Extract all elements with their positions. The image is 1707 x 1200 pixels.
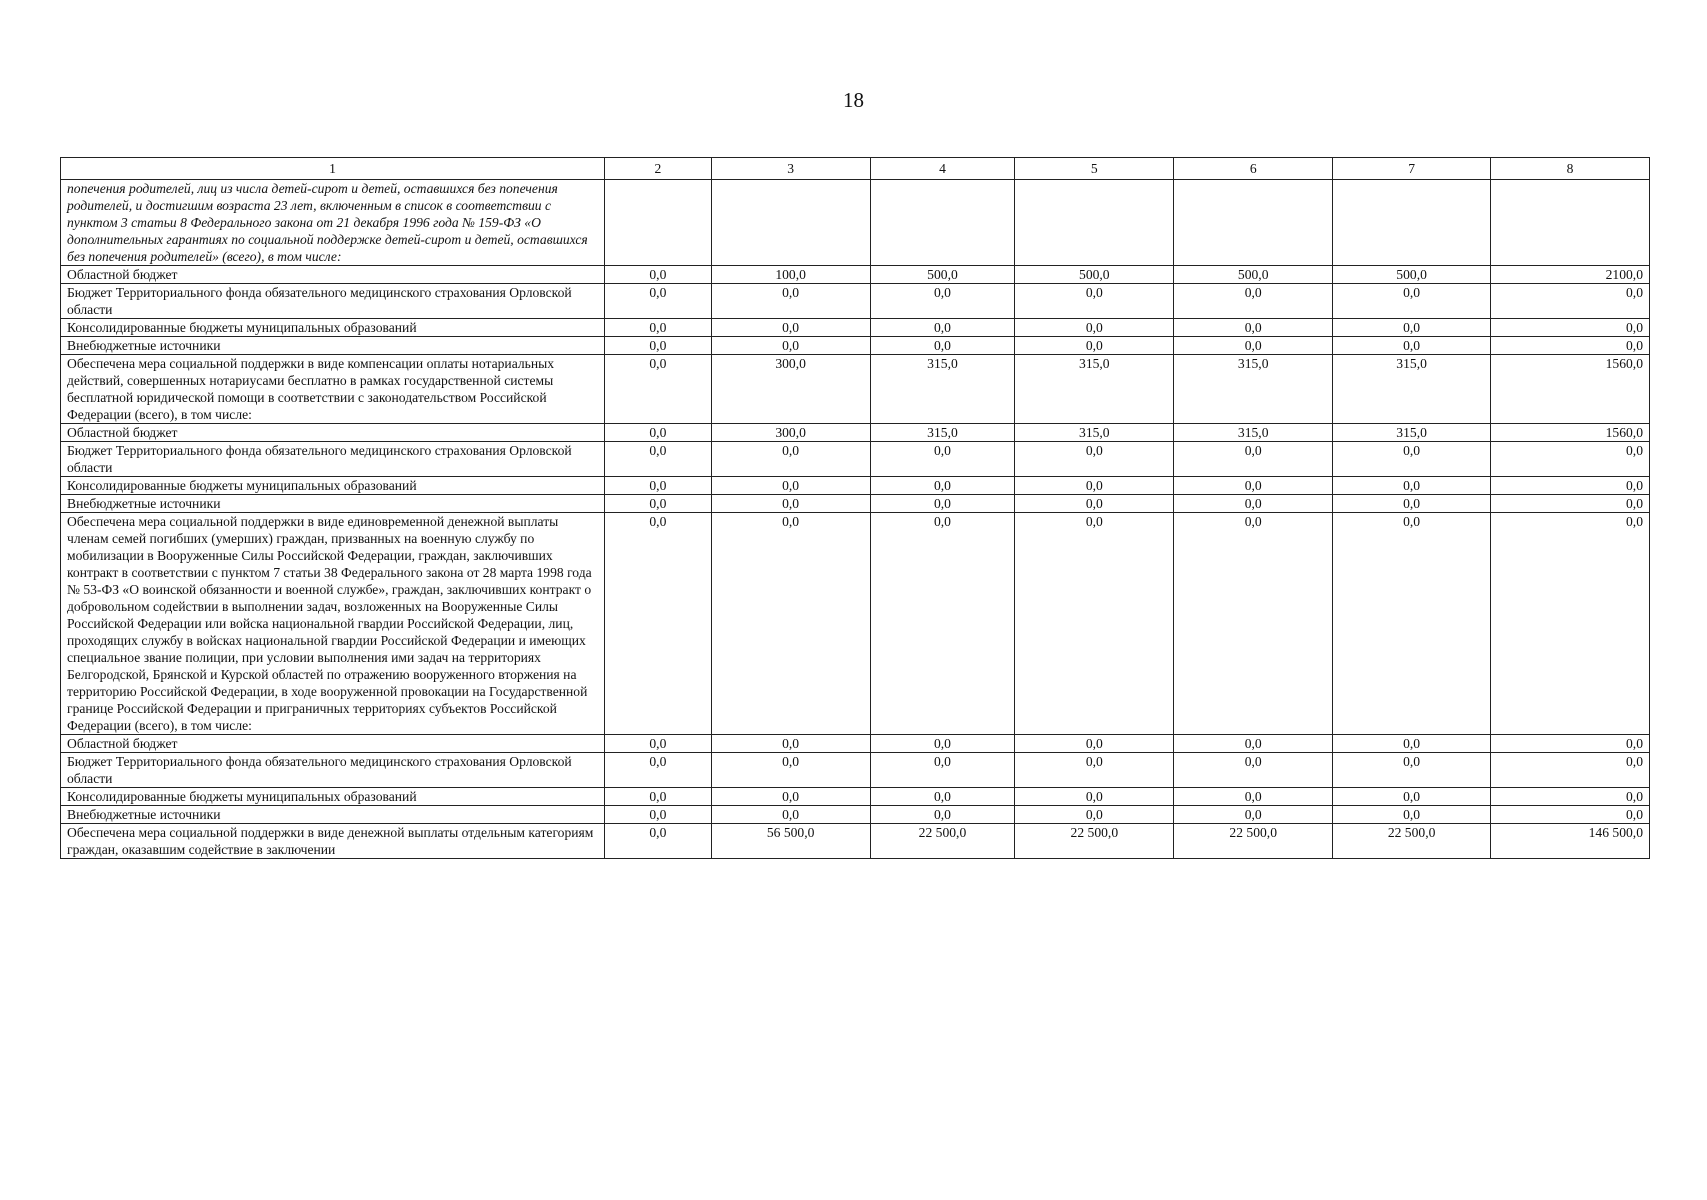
cell-value: 0,0 bbox=[1015, 495, 1174, 513]
cell-value: 500,0 bbox=[1015, 266, 1174, 284]
cell-value: 0,0 bbox=[711, 284, 870, 319]
column-header: 3 bbox=[711, 158, 870, 180]
table-row bbox=[61, 735, 1650, 753]
cell-value: 0,0 bbox=[711, 753, 870, 788]
cell-value: 315,0 bbox=[1174, 355, 1333, 424]
cell-value: 0,0 bbox=[1174, 495, 1333, 513]
cell-value: 315,0 bbox=[1015, 355, 1174, 424]
table-row bbox=[61, 266, 1650, 284]
row-label: Областной бюджет bbox=[61, 424, 605, 442]
cell-value: 0,0 bbox=[1333, 788, 1491, 806]
cell-value: 0,0 bbox=[605, 355, 712, 424]
cell-value: 315,0 bbox=[870, 424, 1015, 442]
cell-value: 0,0 bbox=[711, 806, 870, 824]
column-header: 1 bbox=[61, 158, 605, 180]
table-row bbox=[61, 319, 1650, 337]
budget-table bbox=[60, 157, 1650, 859]
cell-value: 0,0 bbox=[870, 337, 1015, 355]
column-number-row bbox=[61, 158, 1650, 180]
cell-value: 0,0 bbox=[605, 337, 712, 355]
table-row bbox=[61, 180, 1650, 266]
table-row bbox=[61, 788, 1650, 806]
table-row bbox=[61, 824, 1650, 859]
cell-value: 0,0 bbox=[1174, 735, 1333, 753]
cell-value: 0,0 bbox=[1333, 442, 1491, 477]
row-label: Обеспечена мера социальной поддержки в виде единовременной денежной выплаты членам семей погибших (умерших) граждан, призванных на военную службу по мобилизации в Вооруженные Силы Российской Федерации, граждан, заключивших контракт в соответствии с пунктом 7 статьи 38 Федерального закона от 28 марта 1998 года № 53-ФЗ «О воинской обязанности и военной службе», граждан, заключивших контракт о добровольном содействии в выполнении задач, возложенных на Вооруженные Силы Российской Федерации или войска национальной гвардии Российской Федерации, лиц, проходящих службу в войсках национальной гвардии Российской Федерации и имеющих специальное звание полиции, при условии выполнения ими задач на территориях Белгородской, Брянской и Курской областей по отражению вооруженного вторжения на территорию Российской Федерации, в ходе вооруженной провокации на Государственной границе Российской Федерации и приграничных территориях субъектов Российской Федерации (всего), в том числе: bbox=[61, 513, 605, 735]
row-label: Внебюджетные источники bbox=[61, 495, 605, 513]
cell-value: 146 500,0 bbox=[1491, 824, 1650, 859]
cell-value: 300,0 bbox=[711, 424, 870, 442]
cell-value: 315,0 bbox=[1174, 424, 1333, 442]
row-label: Областной бюджет bbox=[61, 735, 605, 753]
cell-value: 0,0 bbox=[1015, 753, 1174, 788]
cell-value: 500,0 bbox=[1174, 266, 1333, 284]
cell-value: 0,0 bbox=[1491, 477, 1650, 495]
cell-value: 0,0 bbox=[1015, 442, 1174, 477]
row-label: Обеспечена мера социальной поддержки в виде компенсации оплаты нотариальных действий, совершенных нотариусами бесплатно в рамках государственной системы бесплатной юридической помощи в соответствии с законодательством Российской Федерации (всего), в том числе: bbox=[61, 355, 605, 424]
cell-value: 100,0 bbox=[711, 266, 870, 284]
cell-value: 0,0 bbox=[1333, 753, 1491, 788]
row-label: Консолидированные бюджеты муниципальных образований bbox=[61, 788, 605, 806]
cell-value: 0,0 bbox=[711, 735, 870, 753]
cell-value: 0,0 bbox=[870, 319, 1015, 337]
cell-value: 0,0 bbox=[1174, 513, 1333, 735]
cell-value: 0,0 bbox=[1491, 806, 1650, 824]
cell-value: 0,0 bbox=[870, 477, 1015, 495]
cell-value: 0,0 bbox=[1333, 319, 1491, 337]
cell-value: 0,0 bbox=[1491, 284, 1650, 319]
table-row bbox=[61, 495, 1650, 513]
row-label: Внебюджетные источники bbox=[61, 337, 605, 355]
cell-value: 0,0 bbox=[1015, 788, 1174, 806]
table-row bbox=[61, 284, 1650, 319]
cell-value bbox=[1015, 180, 1174, 266]
cell-value: 0,0 bbox=[870, 513, 1015, 735]
table-row bbox=[61, 513, 1650, 735]
cell-value: 0,0 bbox=[711, 513, 870, 735]
cell-value: 0,0 bbox=[1015, 337, 1174, 355]
table-row bbox=[61, 355, 1650, 424]
cell-value: 0,0 bbox=[1015, 735, 1174, 753]
cell-value: 0,0 bbox=[1491, 495, 1650, 513]
cell-value: 0,0 bbox=[711, 788, 870, 806]
cell-value: 0,0 bbox=[605, 477, 712, 495]
table-row bbox=[61, 477, 1650, 495]
column-header: 5 bbox=[1015, 158, 1174, 180]
cell-value: 500,0 bbox=[870, 266, 1015, 284]
cell-value: 0,0 bbox=[605, 753, 712, 788]
column-header: 6 bbox=[1174, 158, 1333, 180]
cell-value: 315,0 bbox=[1015, 424, 1174, 442]
cell-value bbox=[711, 180, 870, 266]
cell-value: 0,0 bbox=[1491, 753, 1650, 788]
cell-value: 0,0 bbox=[870, 495, 1015, 513]
cell-value: 0,0 bbox=[605, 424, 712, 442]
cell-value: 0,0 bbox=[1333, 806, 1491, 824]
cell-value: 0,0 bbox=[605, 319, 712, 337]
cell-value: 315,0 bbox=[870, 355, 1015, 424]
cell-value: 0,0 bbox=[711, 319, 870, 337]
cell-value: 300,0 bbox=[711, 355, 870, 424]
cell-value: 0,0 bbox=[1174, 477, 1333, 495]
cell-value: 0,0 bbox=[1333, 513, 1491, 735]
cell-value: 22 500,0 bbox=[1333, 824, 1491, 859]
row-label: Бюджет Территориального фонда обязательного медицинского страхования Орловской области bbox=[61, 284, 605, 319]
cell-value: 0,0 bbox=[1333, 284, 1491, 319]
cell-value: 0,0 bbox=[1333, 495, 1491, 513]
cell-value: 0,0 bbox=[1491, 735, 1650, 753]
table-row bbox=[61, 753, 1650, 788]
table-row bbox=[61, 424, 1650, 442]
cell-value: 22 500,0 bbox=[1174, 824, 1333, 859]
cell-value: 0,0 bbox=[870, 442, 1015, 477]
table-body bbox=[61, 180, 1650, 859]
row-label: попечения родителей, лиц из числа детей-сирот и детей, оставшихся без попечения родителей, и достигшим возраста 23 лет, включенным в список в соответствии с пунктом 3 статьи 8 Федерального закона от 21 декабря 1996 года № 159-ФЗ «О дополнительных гарантиях по социальной поддержке детей-сирот и детей, оставшихся без попечения родителей» (всего), в том числе: bbox=[61, 180, 605, 266]
cell-value: 0,0 bbox=[1174, 806, 1333, 824]
row-label: Бюджет Территориального фонда обязательного медицинского страхования Орловской области bbox=[61, 442, 605, 477]
cell-value: 0,0 bbox=[1174, 337, 1333, 355]
cell-value: 0,0 bbox=[605, 806, 712, 824]
column-header: 8 bbox=[1491, 158, 1650, 180]
cell-value: 0,0 bbox=[711, 442, 870, 477]
cell-value: 0,0 bbox=[1174, 788, 1333, 806]
cell-value: 1560,0 bbox=[1491, 355, 1650, 424]
column-header: 2 bbox=[605, 158, 712, 180]
cell-value: 1560,0 bbox=[1491, 424, 1650, 442]
cell-value: 0,0 bbox=[1333, 735, 1491, 753]
cell-value: 0,0 bbox=[1174, 753, 1333, 788]
row-label: Консолидированные бюджеты муниципальных образований bbox=[61, 477, 605, 495]
cell-value: 0,0 bbox=[1491, 319, 1650, 337]
table-row bbox=[61, 337, 1650, 355]
cell-value bbox=[870, 180, 1015, 266]
cell-value: 2100,0 bbox=[1491, 266, 1650, 284]
cell-value: 0,0 bbox=[605, 735, 712, 753]
cell-value: 22 500,0 bbox=[870, 824, 1015, 859]
cell-value: 0,0 bbox=[605, 824, 712, 859]
page-number: 18 bbox=[843, 88, 864, 112]
cell-value: 0,0 bbox=[605, 284, 712, 319]
cell-value: 0,0 bbox=[1174, 442, 1333, 477]
cell-value: 0,0 bbox=[1333, 477, 1491, 495]
cell-value: 0,0 bbox=[1015, 284, 1174, 319]
cell-value: 0,0 bbox=[870, 788, 1015, 806]
cell-value: 56 500,0 bbox=[711, 824, 870, 859]
cell-value bbox=[1491, 180, 1650, 266]
column-header: 4 bbox=[870, 158, 1015, 180]
cell-value: 0,0 bbox=[1015, 319, 1174, 337]
cell-value: 0,0 bbox=[605, 513, 712, 735]
cell-value: 0,0 bbox=[1174, 319, 1333, 337]
row-label: Внебюджетные источники bbox=[61, 806, 605, 824]
cell-value: 0,0 bbox=[1015, 477, 1174, 495]
cell-value bbox=[1174, 180, 1333, 266]
cell-value: 0,0 bbox=[711, 495, 870, 513]
cell-value: 0,0 bbox=[870, 806, 1015, 824]
cell-value: 0,0 bbox=[870, 753, 1015, 788]
cell-value: 315,0 bbox=[1333, 355, 1491, 424]
row-label: Областной бюджет bbox=[61, 266, 605, 284]
cell-value: 0,0 bbox=[605, 266, 712, 284]
cell-value: 0,0 bbox=[711, 337, 870, 355]
cell-value: 0,0 bbox=[605, 788, 712, 806]
table-row bbox=[61, 442, 1650, 477]
cell-value: 0,0 bbox=[1015, 806, 1174, 824]
cell-value: 0,0 bbox=[870, 735, 1015, 753]
cell-value: 22 500,0 bbox=[1015, 824, 1174, 859]
cell-value: 315,0 bbox=[1333, 424, 1491, 442]
cell-value: 500,0 bbox=[1333, 266, 1491, 284]
cell-value: 0,0 bbox=[1015, 513, 1174, 735]
row-label: Бюджет Территориального фонда обязательного медицинского страхования Орловской области bbox=[61, 753, 605, 788]
row-label: Обеспечена мера социальной поддержки в виде денежной выплаты отдельным категориям граждан, оказавшим содействие в заключении bbox=[61, 824, 605, 859]
cell-value: 0,0 bbox=[605, 442, 712, 477]
row-label: Консолидированные бюджеты муниципальных образований bbox=[61, 319, 605, 337]
table-row bbox=[61, 806, 1650, 824]
cell-value bbox=[1333, 180, 1491, 266]
cell-value: 0,0 bbox=[1174, 284, 1333, 319]
cell-value: 0,0 bbox=[1491, 788, 1650, 806]
cell-value: 0,0 bbox=[1491, 513, 1650, 735]
column-header: 7 bbox=[1333, 158, 1491, 180]
cell-value: 0,0 bbox=[870, 284, 1015, 319]
cell-value: 0,0 bbox=[711, 477, 870, 495]
cell-value bbox=[605, 180, 712, 266]
cell-value: 0,0 bbox=[605, 495, 712, 513]
cell-value: 0,0 bbox=[1491, 337, 1650, 355]
cell-value: 0,0 bbox=[1333, 337, 1491, 355]
cell-value: 0,0 bbox=[1491, 442, 1650, 477]
